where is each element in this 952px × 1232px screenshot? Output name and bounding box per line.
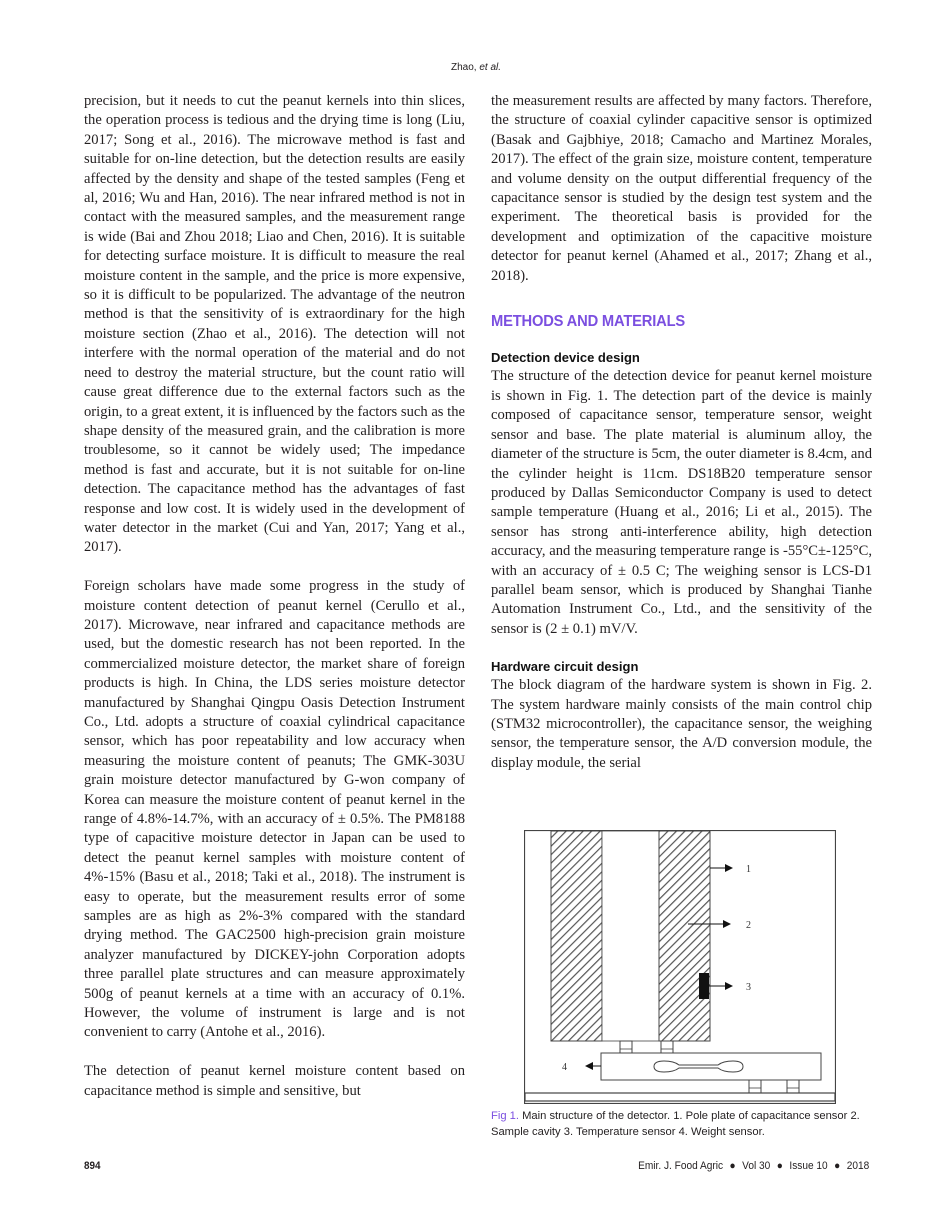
journal-year: 2018 — [846, 1160, 869, 1172]
figure-caption-text: Main structure of the detector. 1. Pole plate of capacitance sensor 2. Sample cavity 3. Temperature sensor 4. Weight sensor. — [491, 1110, 860, 1138]
callout-label-2: 2 — [746, 920, 751, 931]
paragraph-hardware-circuit: The block diagram of the hardware system is shown in Fig. 2. The system hardware mainly consists of the main control chip (STM32 microcontroller), the capacitance sensor, the weighing sensor, the temperature sensor, the A/D conversion module, the display module, the serial — [491, 677, 872, 771]
paragraph-detection-device: The structure of the detection device for peanut kernel moisture is shown in Fig. 1. The detection part of the device is mainly composed of capacitance sensor, temperature sensor, weight sensor and base. The plate material is aluminum alloy, the diameter of the structure is 5cm, the outer diameter is 8.4cm, and the cylinder height is 11cm. DS18B20 temperature sensor produced by Dallas Semiconductor Company is used to detect sample temperature (Huang et al., 2016; Li et al., 2015). The sensor has strong anti-interference ability, high detection accuracy, and the measuring temperature range is -55°C±-125°C, with an accuracy of ± 0.5 C; The weighing sensor is LCS-D1 parallel beam sensor, which is produced by Shanghai Tianhe Automation Instrument Co., Ltd., and the sensitivity of the sensor is (2 ± 0.1) mV/V. — [491, 368, 872, 637]
journal-citation — [638, 1160, 869, 1172]
figure-detector-structure — [524, 830, 836, 1104]
section-heading-methods: METHODS AND MATERIALS — [491, 313, 686, 331]
callout-label-1: 1 — [746, 864, 751, 875]
paragraph-optimization: the measurement results are affected by many factors. Therefore, the structure of coaxial cylinder capacitive sensor is optimized (Basak and Gajbhiye, 2018; Camacho and Martinez Morales, 2017). The effect of the grain size, moisture content, temperature and volume density on the output differential frequency of the capacitance sensor is studied by the design test system and the experiment. The theoretical basis is provided for the development and optimization of the capacitive moisture detector for peanut kernel (Ahamed et al., 2017; Zhang et al., 2018). — [491, 93, 872, 284]
detector-diagram — [524, 830, 836, 1104]
running-head — [0, 62, 952, 73]
running-head-etal: et al. — [479, 62, 502, 73]
journal-name: Emir. J. Food Agric — [637, 1160, 723, 1172]
paragraph-foreign-scholars: Foreign scholars have made some progress in the study of moisture content detection of peanut kernel (Cerullo et al., 2017). Microwave, near infrared and capacitance methods are used, but the domestic research has not been reported. In the commercialized moisture detector, the market share of foreign products is high. In China, the LDS series moisture detector manufactured by Shanghai Qingpu Oasis Detection Instrument Co., Ltd. adopts a structure of coaxial cylindrical capacitance sensor, which has poor repeatability and low accuracy when measuring the moisture content of peanuts; The GMK-303U grain moisture detector manufactured by G-won company of Korea can measure the moisture content of peanut kernel in the range of 4.8%-14.7%, with an accuracy of ± 0.5%. The PM8188 type of capacitive moisture detector in Japan can be used to detect the peanut kernel samples with moisture content of 4%-15% (Basu et al., 2018; Taki et al., 2018). The instrument is easy to operate, but the measurement results error of some samples are as high as 2%-3% compared with the standard drying method. The GAC2500 high-precision grain moisture analyzer manufactured by DICKEY-john Corporation adopts three parallel plate structures and can measure approximately 500g of peanut kernels at a time with an accuracy of 0.1%. However, the volume of instrument is large and is not convenient to carry (Antohe et al., 2016). — [84, 578, 465, 1041]
page-number: 894 — [84, 1160, 101, 1172]
right-column — [491, 92, 872, 773]
figure-label: Fig 1. — [491, 1110, 519, 1122]
sample-cavity — [602, 831, 659, 1041]
bullet-separator: ● — [776, 1160, 783, 1172]
paragraph-methods-review: precision, but it needs to cut the peanut kernels into thin slices, the operation process is tedious and the drying time is long (Liu, 2017; Song et al., 2016). The microwave method is fast and suitable for on-line detection, but the detection results are easily affected by the density and shape of the tested samples (Feng et al, 2016; Wu and Han, 2016). The near infrared method is not in contact with the measured samples, and the measurement range is wide (Bai and Zhou 2018; Liao and Chen, 2016). It is suitable for detecting surface moisture. It is difficult to measure the real moisture content in the sample, and the price is more expensive, so it is difficult to be popularized. The advantage of the neutron method is that the sensitivity of is extraordinary for the high moisture section (Zhao et al., 2016). The detection will not interfere with the normal operation of the material and do not need to destroy the material structure, but the count ratio will cause great difference due to the external factors such as the origin, to a great extent, it is influenced by the factors such as the shape density of the measured grain, and the calibration is more troublesome, so it cannot be widely used; The impedance method is fast and accurate, but it is not suitable for on-line detection. The capacitance method has the advantages of fast response and low cost. It is widely used in the development of water detector in the market (Cui and Yan, 2017; Yang et al., 2017). — [84, 93, 465, 556]
bullet-separator: ● — [729, 1160, 736, 1172]
left-column — [84, 92, 465, 1101]
right-pole-plate — [659, 831, 710, 1041]
subheading-hardware-circuit: Hardware circuit design — [491, 659, 639, 675]
left-pole-plate — [551, 831, 602, 1041]
paragraph-capacitance-intro: The detection of peanut kernel moisture content based on capacitance method is simple and sensitive, but — [84, 1063, 465, 1099]
callout-label-3: 3 — [746, 982, 751, 993]
bullet-separator: ● — [833, 1160, 840, 1172]
journal-issue: Issue 10 — [789, 1160, 828, 1172]
subheading-detection-device: Detection device design — [491, 350, 640, 366]
base-plate — [525, 1093, 835, 1101]
temperature-sensor-block — [699, 973, 709, 999]
figure-caption — [491, 1109, 881, 1140]
callout-label-4: 4 — [562, 1062, 567, 1073]
running-head-author: Zhao, — [450, 62, 477, 73]
journal-volume: Vol 30 — [741, 1160, 770, 1172]
